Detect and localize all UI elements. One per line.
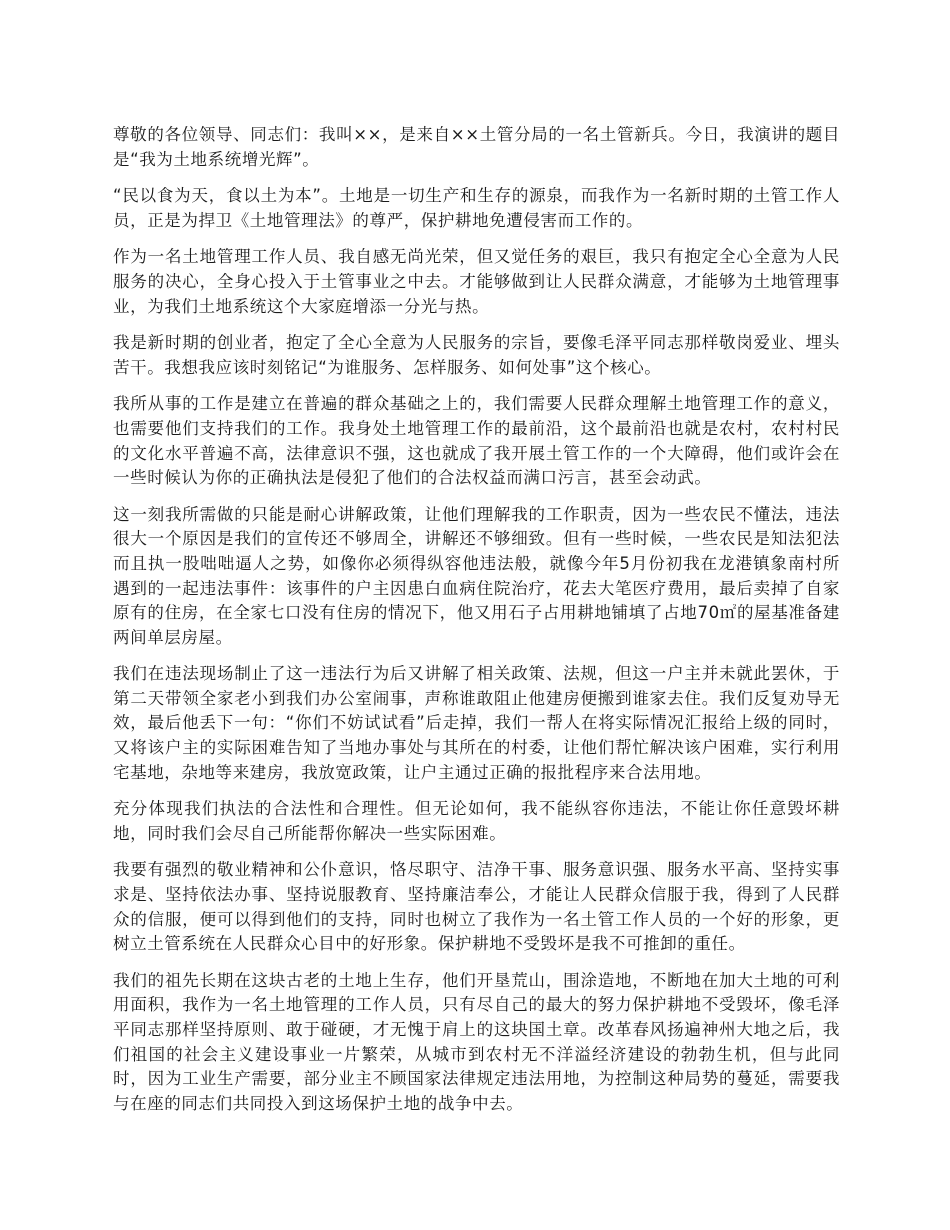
paragraph-2: “民以食为天，食以土为本”。土地是一切生产和生存的源泉，而我作为一名新时期的土管工作人员，正是为捍卫《土地管理法》的尊严，保护耕地免遭侵害而工作的。	[113, 186, 840, 230]
paragraph-1: 尊敬的各位领导、同志们：我叫××，是来自××土管分局的一名土管新兵。今日，我演讲的题目是“我为土地系统增光辉”。	[113, 125, 840, 169]
paragraph-7: 我们在违法现场制止了这一违法行为后又讲解了相关政策、法规，但这一户主并未就此罢休，于第二天带领全家老小到我们办公室闹事，声称谁敢阻止他建房便搬到谁家去住。我们反复劝导无效，最后他丢下一句：“你们不妨试试看”后走掉，我们一帮人在将实际情况汇报给上级的同时，又将该户主的实际困难告知了当地办事处与其所在的村委，让他们帮忙解决该户困难，实行利用宅基地，杂地等来建房，我放宽政策，让户主通过正确的报批程序来合法用地。	[113, 664, 840, 782]
paragraph-10: 我们的祖先长期在这块古老的土地上生存，他们开垦荒山，围涂造地，不断地在加大土地的可利用面积，我作为一名土地管理的工作人员，只有尽自己的最大的努力保护耕地不受毁坏，像毛泽平同志那样坚持原则、敢于碰硬，才无愧于肩上的这块国土章。改革春风扬遍神州大地之后，我们祖国的社会主义建设事业一片繁荣，从城市到农村无不洋溢经济建设的勃勃生机，但与此同时，因为工业生产需要，部分业主不顾国家法律规定违法用地，为控制这种局势的蔓延，需要我与在座的同志们共同投入到这场保护土地的战争中去。	[113, 970, 840, 1113]
paragraph-3: 作为一名土地管理工作人员、我自感无尚光荣，但又觉任务的艰巨，我只有抱定全心全意为人民服务的决心，全身心投入于土管事业之中去。才能够做到让人民群众满意，才能够为土地管理事业，为我们土地系统这个大家庭增添一分光与热。	[113, 247, 840, 316]
document-body	[113, 123, 840, 1128]
paragraph-4: 我是新时期的创业者，抱定了全心全意为人民服务的宗旨，要像毛泽平同志那样敬岗爱业、埋头苦干。我想我应该时刻铭记“为谁服务、怎样服务、如何处事”这个核心。	[113, 333, 840, 377]
paragraph-6: 这一刻我所需做的只能是耐心讲解政策，让他们理解我的工作职责，因为一些农民不懂法，违法很大一个原因是我们的宣传还不够周全，讲解还不够细致。但有一些时候，一些农民是知法犯法而且执一股咄咄逼人之势，如像你必须得纵容他违法般，就像今年5月份初我在龙港镇象南村所遇到的一起违法事件：该事件的户主因患白血病住院治疗，花去大笔医疗费用，最后卖掉了自家原有的住房，在全家七口没有住房的情况下，他又用石子占用耕地铺填了占地70㎡的屋基准备建两间单层房屋。	[113, 504, 840, 647]
paragraph-5: 我所从事的工作是建立在普遍的群众基础之上的，我们需要人民群众理解土地管理工作的意义，也需要他们支持我们的工作。我身处土地管理工作的最前沿，这个最前沿也就是农村，农村村民的文化水平普遍不高，法律意识不强，这也就成了我开展土管工作的一个大障碍，他们或许会在一些时候认为你的正确执法是侵犯了他们的合法权益而满口污言，甚至会动武。	[113, 394, 840, 488]
paragraph-9: 我要有强烈的敬业精神和公仆意识，恪尽职守、洁净干事、服务意识强、服务水平高、坚持实事求是、坚持依法办事、坚持说服教育、坚持廉洁奉公，才能让人民群众信服于我，得到了人民群众的信服，便可以得到他们的支持，同时也树立了我作为一名土管工作人员的一个好的形象，更树立土管系统在人民群众心目中的好形象。保护耕地不受毁坏是我不可推卸的重任。	[113, 860, 840, 954]
paragraph-8: 充分体现我们执法的合法性和合理性。但无论如何，我不能纵容你违法，不能让你任意毁坏耕地，同时我们会尽自己所能帮你解决一些实际困难。	[113, 799, 840, 843]
